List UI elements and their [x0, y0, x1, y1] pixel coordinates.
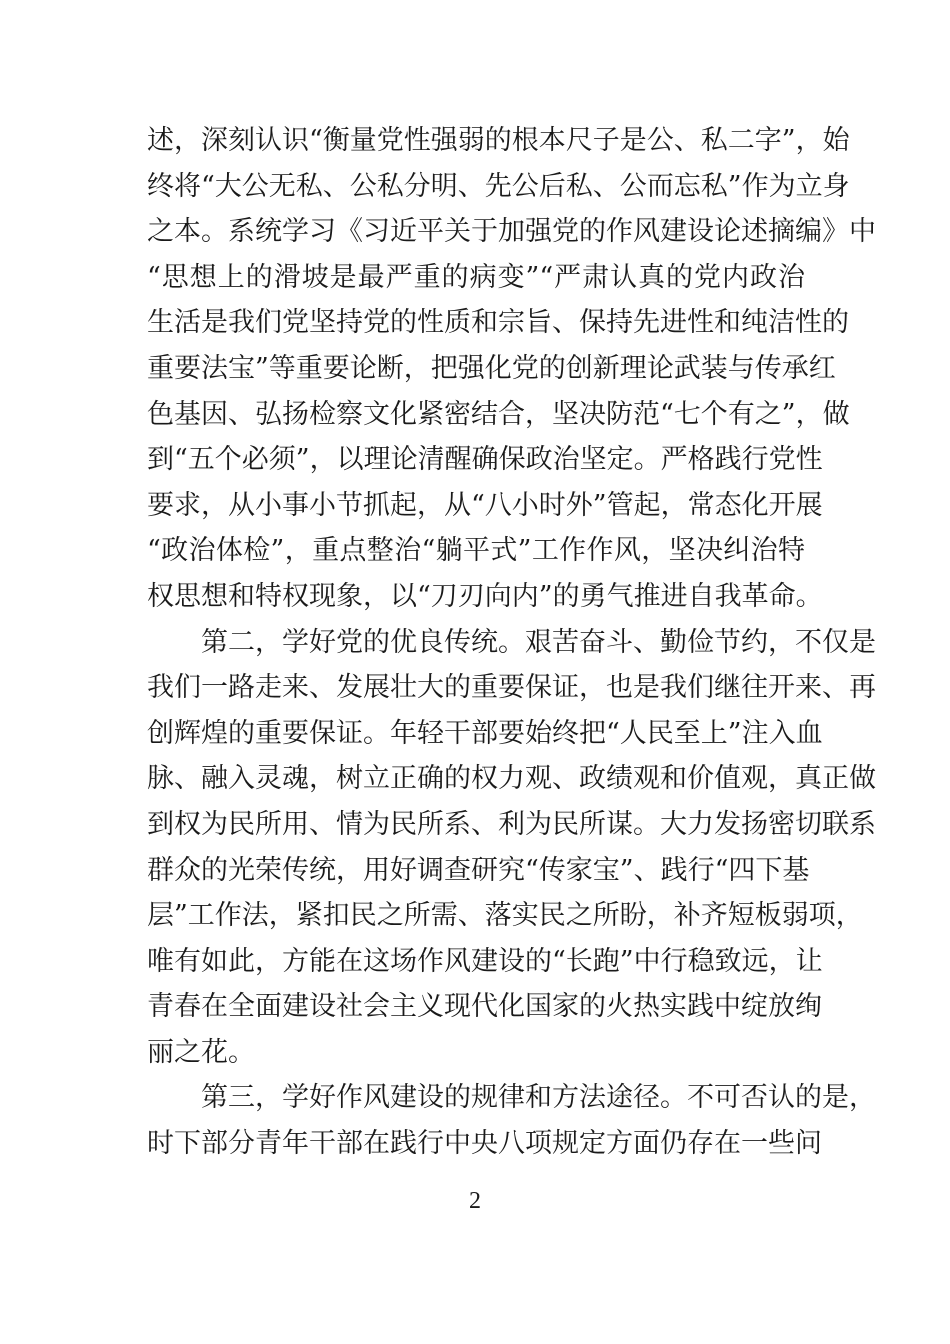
text-line: 群众的光荣传统，用好调查研究“传家宝”、践行“四下基 [147, 854, 810, 886]
text-line: 生活是我们党坚持党的性质和宗旨、保持先进性和纯洁性的 [147, 307, 849, 339]
text-line: 到“五个必须”，以理论清醒确保政治坚定。严格践行党性 [147, 444, 823, 476]
text-line: 时下部分青年干部在践行中央八项规定方面仍存在一些问 [147, 1128, 822, 1160]
text-line: “思想上的滑坡是最严重的病变”“严肃认真的党内政治 [147, 261, 805, 293]
text-line: 层”工作法，紧扣民之所需、落实民之所盼，补齐短板弱项， [147, 900, 863, 932]
paragraph-end-line: 丽之花。 [147, 1036, 255, 1068]
text-line: 青春在全面建设社会主义现代化国家的火热实践中绽放绚 [147, 991, 822, 1023]
text-line: 创辉煌的重要保证。年轻干部要始终把“人民至上”注入血 [147, 717, 823, 749]
text-line: 之本。系统学习《习近平关于加强党的作风建设论述摘编》中 [147, 216, 876, 248]
text-line: 脉、融入灵魂，树立正确的权力观、政绩观和价值观，真正做 [147, 763, 876, 795]
text-line: 到权为民所用、情为民所系、利为民所谋。大力发扬密切联系 [147, 808, 876, 840]
text-line: 色基因、弘扬检察文化紧密结合，坚决防范“七个有之”，做 [147, 398, 850, 430]
body-text [147, 118, 876, 1167]
page-number: 2 [469, 1188, 481, 1214]
paragraph-start-line: 第三，学好作风建设的规律和方法途径。不可否认的是， [201, 1082, 876, 1114]
text-line: 唯有如此，方能在这场作风建设的“长跑”中行稳致远，让 [147, 945, 823, 977]
text-line: 要求，从小事小节抓起，从“八小时外”管起，常态化开展 [147, 489, 823, 521]
paragraph-start-line: 第二，学好党的优良传统。艰苦奋斗、勤俭节约，不仅是 [201, 626, 876, 658]
text-line: 重要法宝”等重要论断，把强化党的创新理论武装与传承红 [147, 352, 836, 384]
text-line: 终将“大公无私、公私分明、先公后私、公而忘私”作为立身 [147, 170, 850, 202]
text-line: “政治体检”，重点整治“躺平式”工作作风，坚决纠治特 [147, 535, 805, 567]
text-line: 述，深刻认识“衡量党性强弱的根本尺子是公、私二字”，始 [147, 125, 850, 156]
text-line: 我们一路走来、发展壮大的重要保证，也是我们继往开来、再 [147, 672, 876, 704]
text-line: 权思想和特权现象，以“刀刃向内”的勇气推进自我革命。 [147, 580, 823, 612]
